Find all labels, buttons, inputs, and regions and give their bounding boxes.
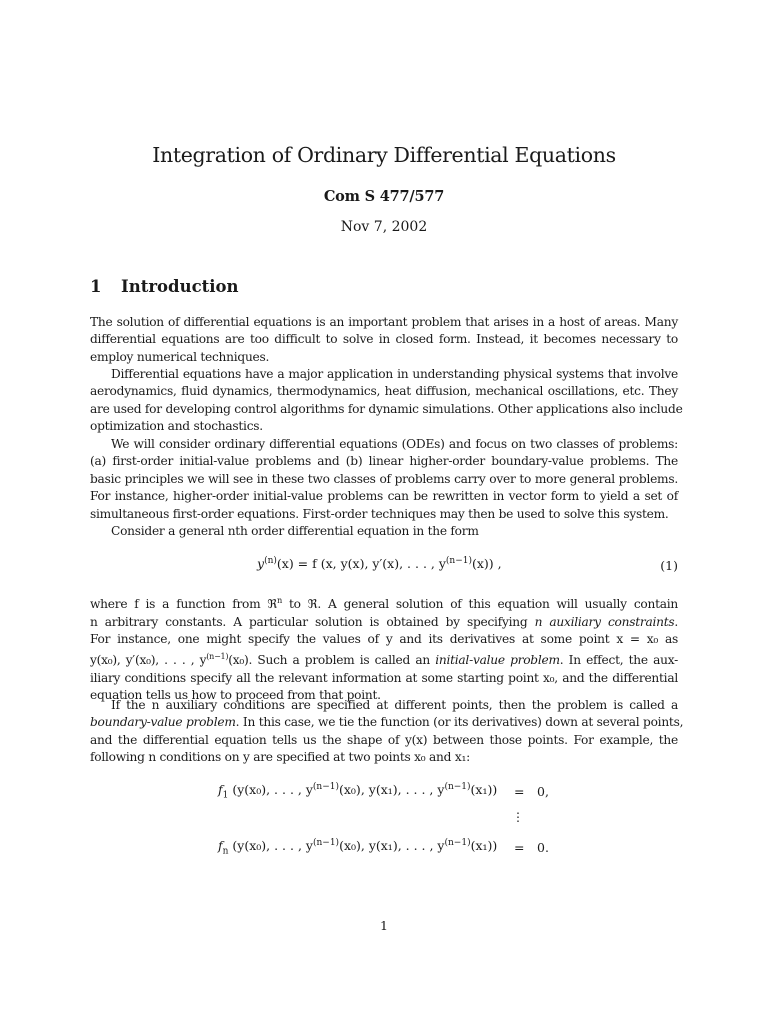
text-line <box>90 592 678 614</box>
boundary-condition-1 <box>218 782 497 801</box>
vertical-ellipsis: ⋮ <box>512 810 524 824</box>
text-line: optimization and stochastics. <box>90 419 263 434</box>
eq-superscript: (n−1) <box>445 556 472 566</box>
text-line: aerodynamics, fluid dynamics, thermodynamics, heat diffusion, mechanical oscillations, etc. They <box>90 384 678 399</box>
text-line: Differential equations have a major application in understanding physical systems that involve <box>111 367 678 381</box>
text-run: y(x₀), y′(x₀), . . . , y <box>90 653 207 668</box>
text-line: For instance, higher-order initial-value problems can be rewritten in vector form to yield a set of <box>90 489 678 504</box>
text-line: For instance, one might specify the values of y and its derivatives at some point x = x₀ as <box>90 631 678 646</box>
section-heading <box>90 277 239 296</box>
paper-title: Integration of Ordinary Differential Equations <box>152 143 616 167</box>
eq-relation: = <box>514 784 525 799</box>
eq-relation: = <box>514 840 525 855</box>
boundary-condition-n <box>218 838 497 857</box>
eq-rhs: 0. <box>537 840 549 855</box>
text-line: Consider a general nth order differential equation in the form <box>111 524 479 538</box>
paragraph-5 <box>90 592 678 705</box>
text-line: If the n auxiliary conditions are specified at different points, then the problem is called a <box>111 698 678 712</box>
text-run: (x₀). Such a problem is called an <box>228 653 436 668</box>
eq-symbol: f <box>218 838 223 854</box>
eq-superscript: (n−1) <box>312 782 339 792</box>
eq-body: (x₀), y(x₁), . . . , y <box>339 838 445 854</box>
emphasis: boundary-value problem <box>90 715 236 730</box>
emphasis: n auxiliary constraints <box>534 614 675 629</box>
section-number: 1 <box>90 277 102 296</box>
text-line: equation tells us how to proceed from that point. <box>90 688 381 703</box>
text-run: . In effect, the aux- <box>559 653 678 668</box>
eq-superscript: (n) <box>264 556 277 566</box>
text-line: iliary conditions specify all the relevant information at some starting point x₀, and the differential <box>90 670 678 685</box>
paragraph-2 <box>90 366 683 436</box>
text-line: (a) first-order initial-value problems and (b) linear higher-order boundary-value problems. The <box>90 454 678 469</box>
text-line: following n conditions on y are specified at two points x₀ and x₁: <box>90 750 470 765</box>
eq-superscript: (n−1) <box>312 838 340 848</box>
eq-symbol: f <box>218 782 223 798</box>
text-line: and the differential equation tells us the shape of y(x) between those points. For example, the <box>90 732 678 747</box>
eq-body: (x₀), y(x₁), . . . , y <box>339 782 445 798</box>
text-run: to ℜ. A general solution of this equation will usually contain <box>282 597 678 612</box>
eq-body: (x₁)) <box>470 838 498 854</box>
text-line: are used for developing control algorithms for dynamic simulations. Other applications also include <box>90 401 683 416</box>
text-line <box>90 648 678 670</box>
equation-1 <box>257 556 502 571</box>
text-run: . <box>674 614 678 629</box>
text-run: where f is a function from ℜ <box>90 597 278 612</box>
section-title: Introduction <box>121 277 239 296</box>
text-line: employ numerical techniques. <box>90 349 270 364</box>
equation-number: (1) <box>660 558 678 573</box>
text-run: . In this case, we tie the function (or its derivatives) down at several points, <box>235 715 684 730</box>
eq-symbol: y <box>257 556 265 572</box>
paper-author: Com S 477/577 <box>323 188 445 205</box>
eq-body: (y(x₀), . . . , y <box>228 838 313 854</box>
eq-tail: (x)) , <box>472 556 502 572</box>
text-line: simultaneous first-order equations. First-order techniques may then be used to solve this system. <box>90 506 669 521</box>
paragraph-6 <box>90 697 684 767</box>
text-line: We will consider ordinary differential equations (ODEs) and focus on two classes of problems: <box>111 437 678 451</box>
paragraph-1 <box>90 314 678 366</box>
paragraph-4 <box>90 523 678 540</box>
paper-date: Nov 7, 2002 <box>340 219 428 235</box>
text-line: basic principles we will see in these two classes of problems carry over to more general problems. <box>90 471 678 486</box>
emphasis: initial-value problem <box>435 653 560 668</box>
eq-body: (x) = f (x, y(x), y′(x), . . . , y <box>276 556 446 572</box>
text-line: The solution of differential equations is an important problem that arises in a host of areas. Many <box>90 315 678 329</box>
superscript: n <box>277 596 283 605</box>
page-number: 1 <box>380 918 388 933</box>
eq-superscript: (n−1) <box>444 782 471 792</box>
eq-subscript: 1 <box>222 790 229 801</box>
eq-subscript: n <box>222 846 229 857</box>
eq-superscript: (n−1) <box>444 838 471 848</box>
paragraph-3 <box>90 436 678 523</box>
eq-rhs: 0, <box>537 784 549 799</box>
eq-body: (y(x₀), . . . , y <box>228 782 313 798</box>
superscript: (n−1) <box>206 652 229 662</box>
text-run: n arbitrary constants. A particular solution is obtained by specifying <box>90 614 535 629</box>
text-line: differential equations are too difficult to solve in closed form. Instead, it becomes necessary to <box>90 332 678 347</box>
text-line <box>90 614 678 631</box>
text-line <box>90 714 684 731</box>
eq-body: (x₁)) <box>470 782 498 798</box>
